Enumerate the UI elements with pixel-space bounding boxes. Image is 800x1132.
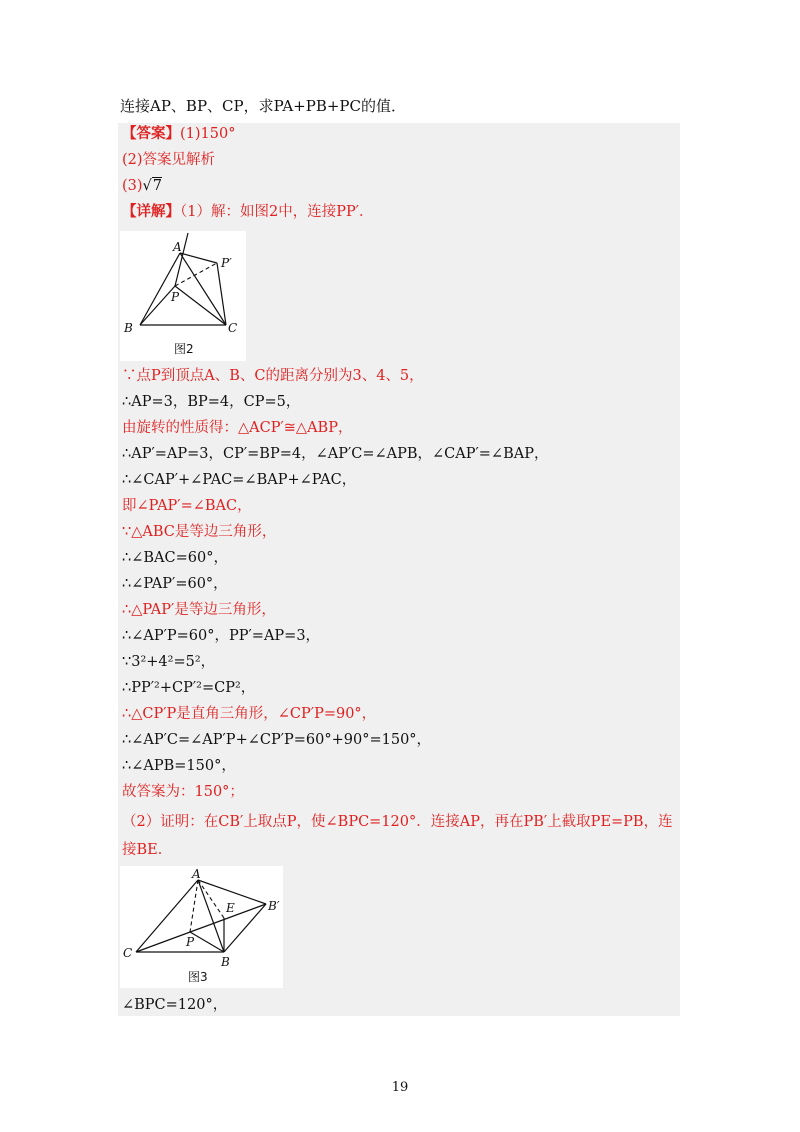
answer-2: (2)答案见解析 [122, 152, 216, 168]
fig2-caption: 图2 [174, 342, 194, 356]
answer-line-3 [122, 175, 162, 197]
figure-2 [120, 231, 246, 361]
fig2-label-p: P [171, 290, 180, 304]
fig2-label-b: B [124, 321, 133, 335]
step-16: ∴∠APB=150°， [122, 758, 236, 774]
step-2: ∴AP=3，BP=4，CP=5， [122, 394, 301, 410]
page-number: 19 [391, 1080, 409, 1095]
proof-2-line-2: 接BE． [122, 842, 173, 858]
detail-line [122, 201, 374, 223]
step-13: ∴PP′²+CP′²=CP²， [122, 680, 256, 696]
fig3-label-b-prime: B′ [268, 899, 280, 913]
answer-line-1 [122, 123, 235, 145]
step-5: ∴∠CAP′+∠PAC=∠BAP+∠PAC， [122, 472, 357, 488]
fig3-label-c: C [123, 946, 133, 960]
step-17: 故答案为：150°； [122, 784, 244, 800]
step-12: ∵3²+4²=5²， [122, 654, 216, 670]
detail-text: （1）解：如图2中，连接PP′． [180, 204, 374, 220]
detail-label: 【详解】 [122, 203, 180, 220]
step-15: ∴∠AP′C=∠AP′P+∠CP′P=60°+90°=150°， [122, 732, 432, 748]
figure-3 [120, 866, 283, 988]
step-11: ∴∠AP′P=60°，PP′=AP=3， [122, 628, 321, 644]
step-4: ∴AP′=AP=3，CP′=BP=4，∠AP′C=∠APB，∠CAP′=∠BAP， [122, 446, 549, 462]
last-line: ∠BPC=120°， [122, 997, 228, 1013]
step-6: 即∠PAP′=∠BAC， [122, 498, 252, 514]
fig2-label-p-prime: P′ [221, 256, 232, 270]
step-3: 由旋转的性质得：△ACP′≅△ABP， [122, 420, 353, 436]
step-14: ∴△CP′P是直角三角形，∠CP′P=90°， [122, 706, 377, 722]
question-intro: 连接AP、BP、CP，求PA+PB+PC的值． [120, 97, 406, 115]
fig3-label-a: A [192, 867, 201, 881]
fig2-label-a: A [173, 240, 182, 254]
figure-3-diagram [120, 866, 283, 988]
figure-2-diagram [120, 231, 246, 361]
answer-3-value: 7 [152, 178, 163, 194]
proof-2-line-1: （2）证明：在CB′上取点P，使∠BPC=120°．连接AP，再在PB′上截取PE=PB，连 [122, 814, 673, 830]
fig3-label-p: P [186, 935, 195, 949]
answer-3-prefix: (3) [122, 178, 143, 194]
fig3-label-b: B [221, 955, 230, 969]
step-1: ∵点P到顶点A、B、C的距离分别为3、4、5， [122, 368, 424, 384]
sqrt-sign: √ [142, 178, 152, 194]
answer-1: (1)150° [180, 126, 236, 142]
step-9: ∴∠PAP′=60°， [122, 576, 228, 592]
fig3-caption: 图3 [188, 970, 208, 984]
fig3-label-e: E [226, 901, 235, 915]
step-10: ∴△PAP′是等边三角形， [122, 602, 276, 618]
step-8: ∴∠BAC=60°， [122, 550, 228, 566]
fig2-label-c: C [228, 321, 238, 335]
answer-label: 【答案】 [122, 125, 180, 142]
step-7: ∵△ABC是等边三角形， [122, 524, 277, 540]
